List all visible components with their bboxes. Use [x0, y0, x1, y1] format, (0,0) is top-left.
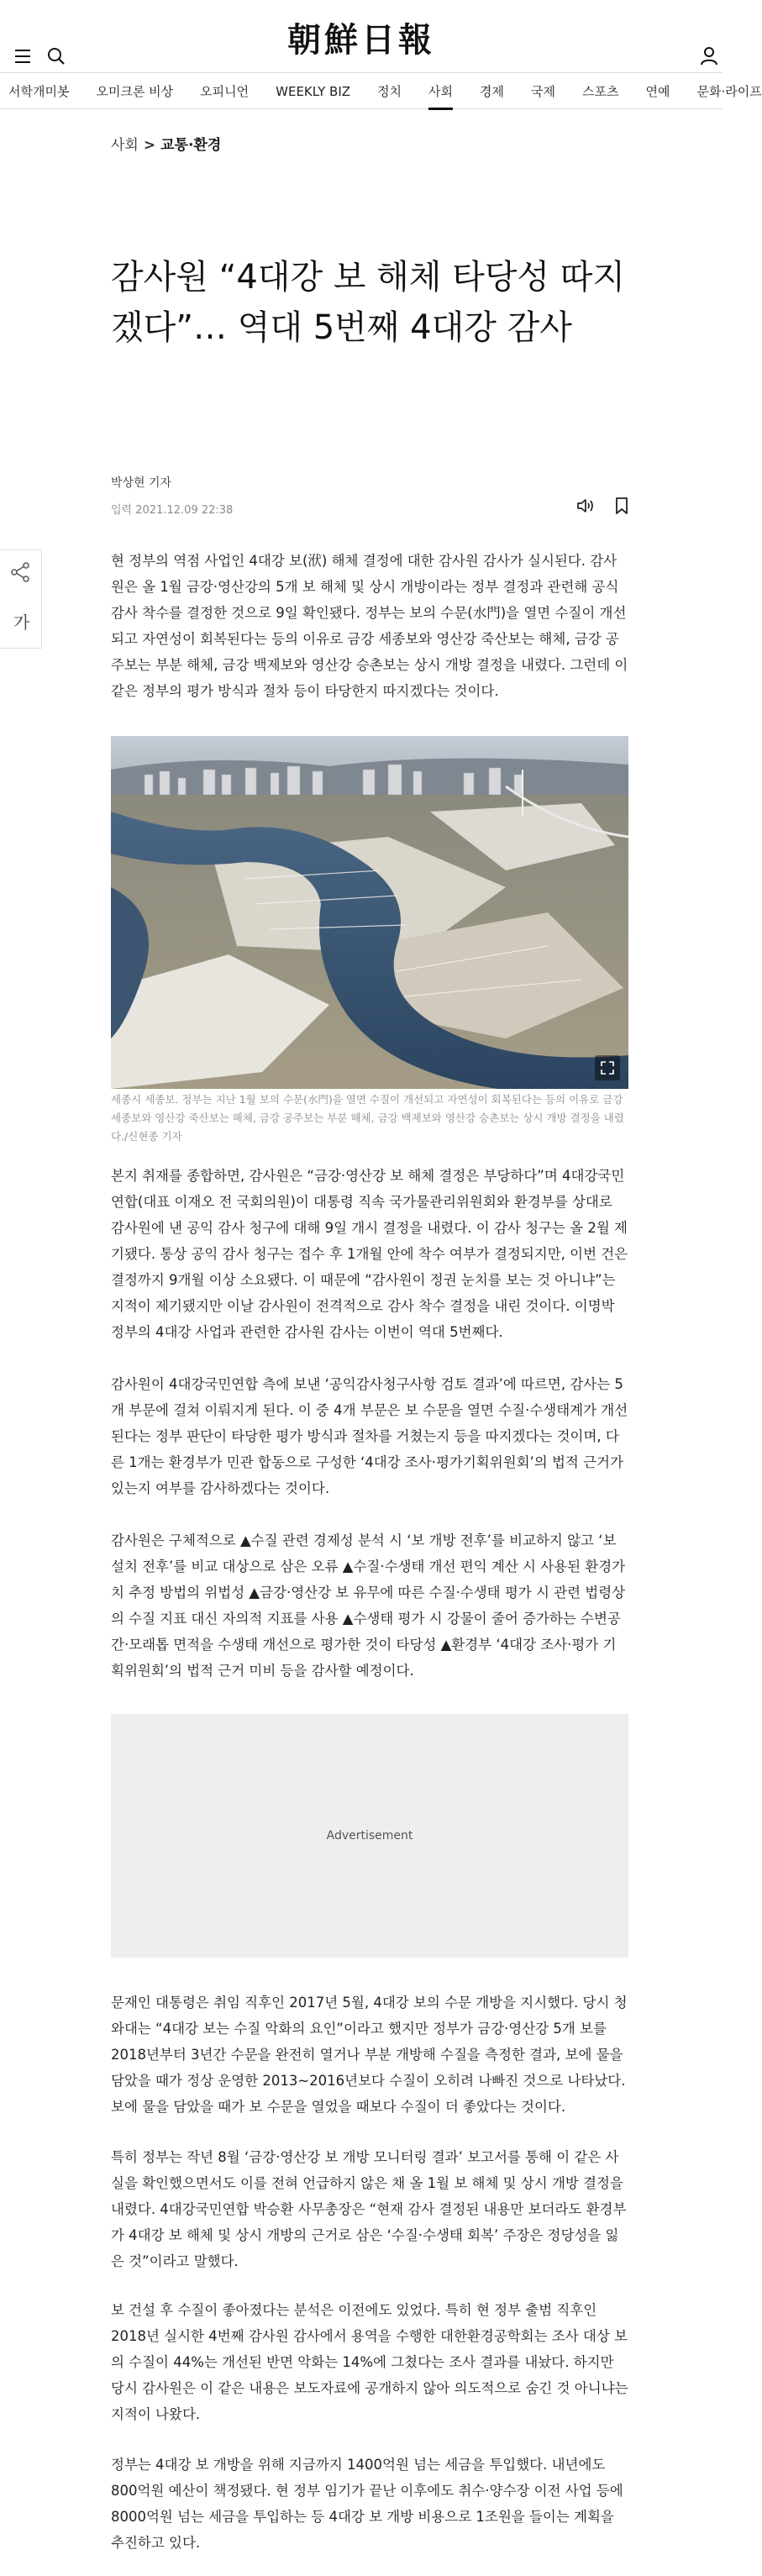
article-paragraph: 현 정부의 역점 사업인 4대강 보(洑) 해체 결정에 대한 감사원 감사가 실시된다. 감사원은 올 1월 금강·영산강의 5개 보 해체 및 상시 개방이라는 정부 결정과 관련해 공식 감사 착수를 결정한 것으로 9일 확인됐다. 정부는 보의 수문(水門)을 열면 수질이 개선되고 자연성이 회복된다는 등의 이유로 금강 세종보와 영산강 죽산보는 해체, 금강 공주보는 부분 해체, 금강 백제보와 영산강 승촌보는 상시 개방 결정을 내렸다. 그런데 이 같은 정부의 평가 방식과 절차 등이 타당한지 따지겠다는 것이다.	[111, 553, 628, 699]
nav-item-economy[interactable]: 경제	[480, 84, 505, 99]
advertisement-slot[interactable]	[111, 1714, 628, 1958]
article-paragraph: 보 건설 후 수질이 좋아졌다는 분석은 이전에도 있었다. 특히 현 정부 출범 직후인 2018년 실시한 4번째 감사원 감사에서 용역을 수행한 대한환경공학회는 조사 대상 보의 수질이 44%는 개선된 반면 악화는 14%에 그쳤다는 조사 결과를 내놨다. 하지만 당시 감사원은 이 같은 내용은 보도자료에 공개하지 않아 의도적으로 숨긴 것 아니냐는 지적이 나왔다.	[111, 2302, 628, 2422]
article-byline[interactable]: 박상현 기자	[111, 476, 172, 490]
nav-item-entertainment[interactable]: 연예	[645, 84, 670, 99]
share-icon[interactable]	[10, 562, 30, 586]
article-paragraph: 정부는 4대강 보 개방을 위해 지금까지 1400억원 넘는 세금을 투입했다. 내년에도 800억원 예산이 책정됐다. 현 정부 임기가 끝난 이후에도 취수·양수장 이전 사업 등에 8000억원 넘는 세금을 투입하는 등 4대강 보 개방 비용으로 1조원을 들이는 계획을 추진하고 있다.	[111, 2457, 623, 2551]
article-tools	[576, 497, 628, 518]
nav-item-weekly-biz[interactable]: WEEKLY BIZ	[276, 84, 351, 99]
article-paragraph: 감사원은 구체적으로 ▲수질 관련 경제성 분석 시 ‘보 개방 전후’를 비교하지 않고 ‘보 설치 전후’를 비교 대상으로 삼은 오류 ▲수질·수생태 개선 편익 계산 시 사용된 환경가치 추정 방법의 위법성 ▲금강·영산강 보 유무에 따른 수질·수생태 평가 시 관련 법령상의 수질 지표 대신 자의적 지표를 사용 ▲수생태 평가 시 강물이 줄어 증가하는 수변공간·모래톱 면적을 수생태 개선으로 평가한 것이 타당성 ▲환경부 ‘4대강 조사·평가 기획위원회’의 법적 근거 미비 등을 감사할 예정이다.	[111, 1532, 626, 1679]
breadcrumb-subsection[interactable]: 교통·환경	[160, 137, 222, 154]
font-size-button[interactable]: 가	[13, 612, 30, 633]
advertisement-label: Advertisement	[326, 1829, 413, 1843]
nav-item-seohak[interactable]: 서학개미봇	[8, 84, 70, 99]
aerial-river-photo	[111, 736, 628, 1089]
article-photo[interactable]	[111, 736, 628, 1089]
article-title: 감사원 “4대강 보 해체 타당성 따지겠다”… 역대 5번째 4대강 감사	[111, 258, 626, 347]
breadcrumb-section[interactable]: 사회	[111, 137, 139, 154]
nav-item-society[interactable]: 사회	[428, 73, 453, 110]
nav-item-opinion[interactable]: 오피니언	[200, 84, 250, 99]
nav-item-omicron[interactable]: 오미크론 비상	[96, 84, 174, 99]
nav-item-politics[interactable]: 정치	[377, 84, 402, 99]
nav-item-international[interactable]: 국제	[531, 84, 555, 99]
user-icon[interactable]	[701, 47, 717, 69]
photo-caption: 세종시 세종보. 정부는 지난 1월 보의 수문(水門)을 열면 수질이 개선되고 자연성이 회복된다는 등의 이유로 금강 세종보와 영산강 죽산보는 해체, 금강 공주보는 부분 해체, 금강 백제보와 영산강 승촌보는 상시 개방 결정을 내렸다./신현종 기자	[111, 1093, 624, 1143]
article-paragraph: 본지 취재를 종합하면, 감사원은 “금강·영산강 보 해체 결정은 부당하다”며 4대강국민연합(대표 이재오 전 국회의원)이 대통령 직속 국가물관리위원회와 환경부를 상대로 감사원에 낸 공익 감사 청구에 대해 9일 개시 결정을 내렸다. 이 감사 청구는 올 2월 제기됐다. 통상 공익 감사 청구는 접수 후 1개월 안에 착수 여부가 결정되지만, 이번 건은 결정까지 9개월 이상 소요됐다. 이 때문에 “감사원이 정권 눈치를 보는 것 아니냐”는 지적이 제기됐지만 이날 감사원이 전격적으로 감사 착수 결정을 내린 것이다. 이명박 정부의 4대강 사업과 관련한 감사원 감사는 이번이 역대 5번째다.	[111, 1168, 628, 1340]
nav-item-culture[interactable]: 문화·라이프	[696, 84, 762, 99]
speaker-icon[interactable]	[576, 497, 595, 518]
masthead	[0, 0, 723, 72]
nav-item-sports[interactable]: 스포츠	[582, 84, 619, 99]
expand-icon[interactable]	[595, 1055, 620, 1080]
site-logo[interactable]: 朝鮮日報	[287, 20, 435, 60]
article-paragraph: 문재인 대통령은 취임 직후인 2017년 5월, 4대강 보의 수문 개방을 지시했다. 당시 청와대는 “4대강 보는 수질 악화의 요인”이라고 했지만 정부가 금강·영산강 5개 보를 2018년부터 3년간 수문을 완전히 열거나 부분 개방해 수질을 측정한 결과, 보에 물을 담았을 때가 정상 운영한 2013~2016년보다 수질이 오히려 나빠진 것으로 나타났다. 보에 물을 담았을 때가 보 수문을 열었을 때보다 수질이 더 좋았다는 것이다.	[111, 1995, 628, 2115]
article-paragraph: 특히 정부는 작년 8월 ‘금강·영산강 보 개방 모니터링 결과’ 보고서를 통해 이 같은 사실을 확인했으면서도 이를 전혀 언급하지 않은 채 올 1월 보 해체 및 상시 개방 결정을 내렸다. 4대강국민연합 박승환 사무총장은 “현재 감사 결정된 내용만 보더라도 환경부가 4대강 보 해체 및 상시 개방의 근거로 삼은 ‘수질·수생태 회복’ 주장은 정당성을 잃은 것”이라고 말했다.	[111, 2149, 627, 2269]
breadcrumb	[111, 133, 221, 154]
section-nav	[0, 72, 762, 109]
article-dateline: 입력 2021.12.09 22:38	[111, 504, 234, 517]
side-toolbar	[0, 549, 42, 649]
breadcrumb-separator: >	[143, 137, 156, 154]
article-paragraph: 감사원이 4대강국민연합 측에 보낸 ‘공익감사청구사항 검토 결과’에 따르면, 감사는 5개 부문에 걸쳐 이뤄지게 된다. 이 중 4개 부문은 보 수문을 열면 수질·수생태계가 개선된다는 정부 판단이 타당한 평가 방식과 절차를 거쳤는지 등을 따지겠다는 것이며, 다른 1개는 환경부가 민관 합동으로 구성한 ‘4대강 조사·평가기획위원회’의 법적 근거가 있는지 여부를 감사하겠다는 것이다.	[111, 1376, 628, 1496]
bookmark-icon[interactable]	[615, 497, 628, 518]
